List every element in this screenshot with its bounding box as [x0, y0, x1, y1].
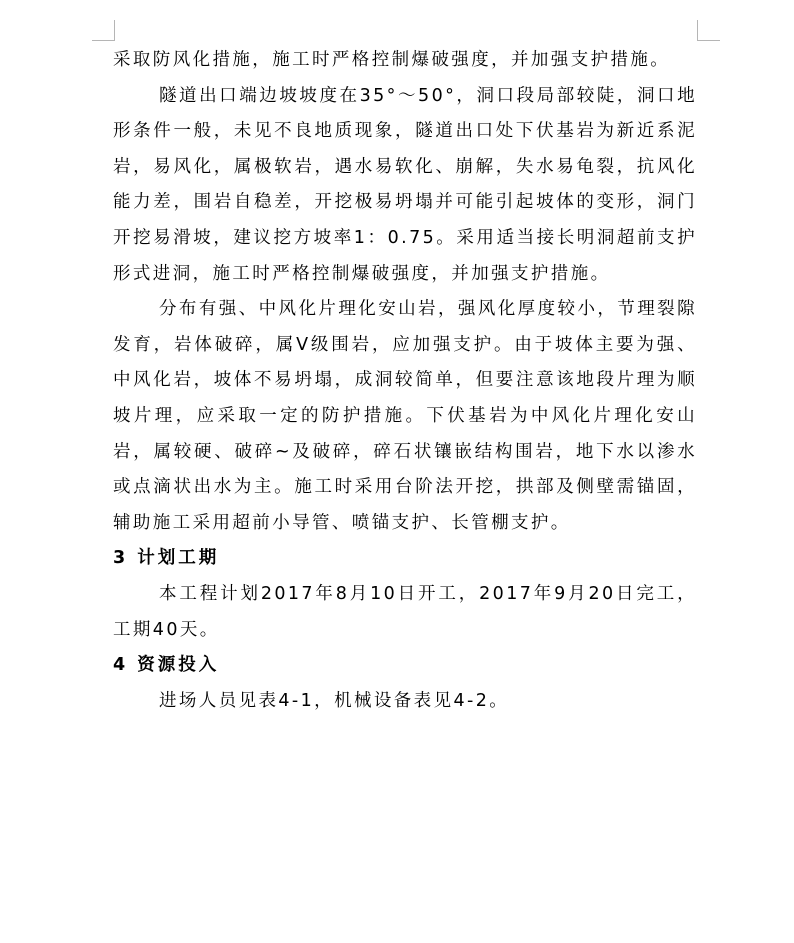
section-heading-schedule: 3 计划工期: [113, 548, 220, 569]
page-corner-mark-top-left: [92, 20, 115, 41]
paragraph-protection-measures: 采取防风化措施，施工时严格控制爆破强度，并加强支护措施。: [113, 50, 671, 70]
paragraph-resources: 进场人员见表4-1，机械设备表见4-2。: [159, 690, 510, 711]
paragraph-tunnel-exit: 隧道出口端边坡坡度在35°～50°，洞口段局部较陡，洞口地形条件一般，未见不良地质现象，隧道出口处下伏基岩为新近系泥岩，易风化，属极软岩，遇水易软化、崩解，失水易龟裂，抗风化能力差，围岩自稳差，开挖极易坍塌并可能引起坡体的变形，洞门开挖易滑坡，建议挖方坡率1：0.75。采用适当接长明洞超前支护形式进洞，施工时严格控制爆破强度，并加强支护措施。: [113, 85, 697, 284]
document-body: [113, 43, 697, 719]
page-corner-mark-top-right: [697, 20, 720, 41]
paragraph-schedule: 本工程计划2017年8月10日开工，2017年9月20日完工，工期40天。: [113, 583, 697, 640]
paragraph-rock-distribution: 分布有强、中风化片理化安山岩，强风化厚度较小，节理裂隙发育，岩体破碎，属Ⅴ级围岩，应加强支护。由于坡体主要为强、中风化岩，坡体不易坍塌，成洞较简单，但要注意该地段片理为顺坡片理，应采取一定的防护措施。下伏基岩为中风化片理化安山岩，属较硬、破碎~及破碎，碎石状镶嵌结构围岩，地下水以渗水或点滴状出水为主。施工时采用台阶法开挖，拱部及侧壁需锚固，辅助施工采用超前小导管、喷锚支护、长管棚支护。: [113, 299, 697, 533]
section-heading-resources: 4 资源投入: [113, 655, 220, 676]
